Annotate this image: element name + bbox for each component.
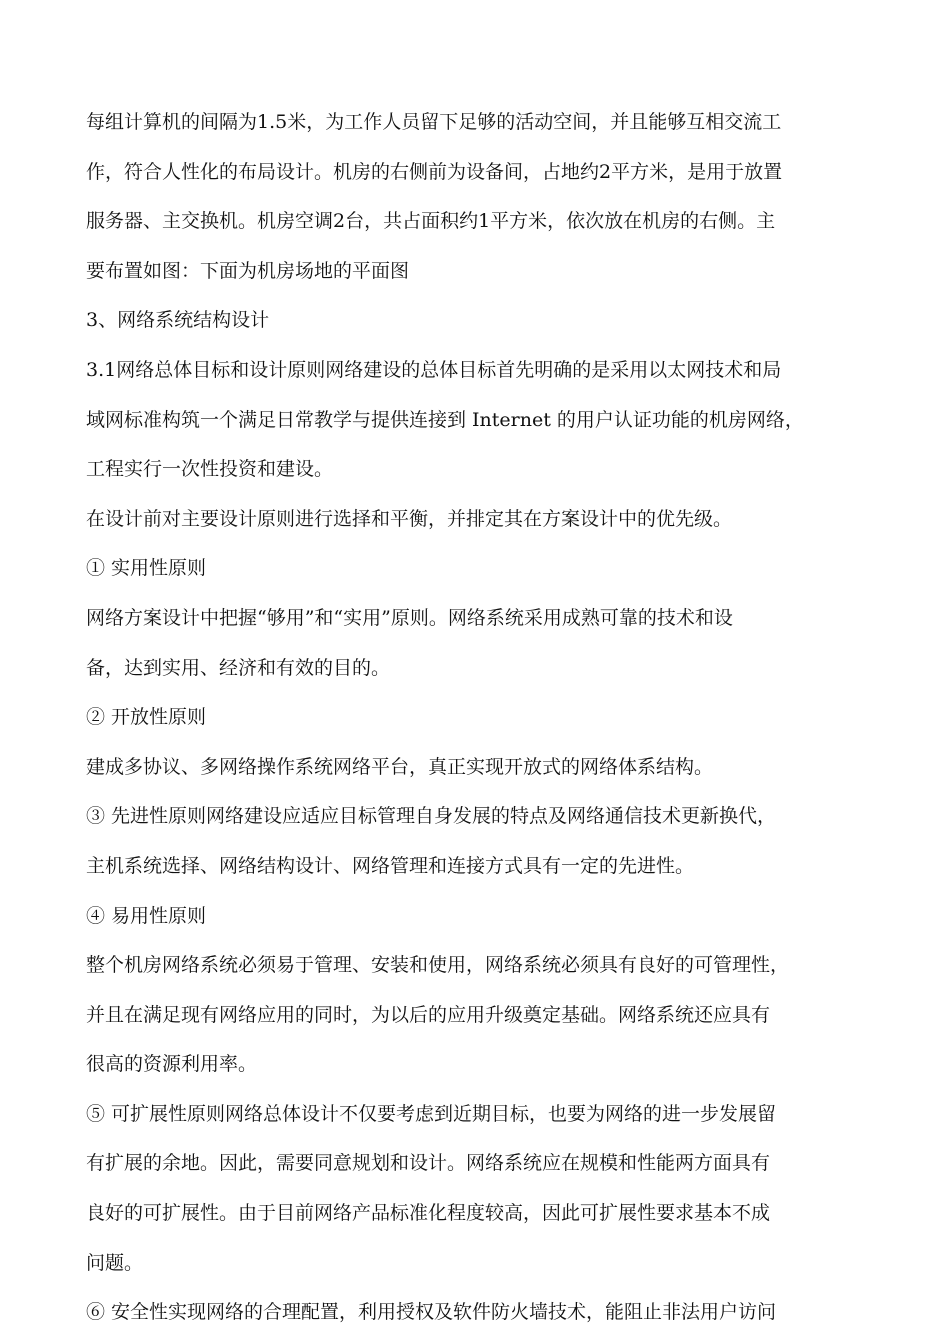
paragraph-advancement [86,792,886,891]
section-heading [86,296,886,346]
text-line: 工程实行一次性投资和建设。 [86,458,334,481]
text-line: 3、网络系统结构设计 [86,309,270,332]
text-line: 整个机房网络系统必须易于管理、安装和使用，网络系统必须具有良好的可管理性， [86,954,790,977]
principle-heading-openness [86,693,886,743]
text-line: ④ 易用性原则 [86,904,207,927]
text-line: ① 实用性原则 [86,557,207,580]
paragraph-usability [86,941,886,1090]
text-line: 在设计前对主要设计原则进行选择和平衡，并排定其在方案设计中的优先级。 [86,507,733,530]
text-line: ⑤ 可扩展性原则网络总体设计不仅要考虑到近期目标，也要为网络的进一步发展留 [86,1102,777,1125]
principle-heading-usability [86,892,886,942]
paragraph-room-layout [86,98,886,296]
text-line: 网络方案设计中把握“够用”和“实用”原则。网络系统采用成熟可靠的技术和设 [86,606,733,629]
paragraph-overall-goal [86,346,886,495]
paragraph-openness [86,743,886,793]
text-line: 域网标准构筑一个满足日常教学与提供连接到 Internet 的用户认证功能的机房网络， [86,408,804,431]
text-line: ② 开放性原则 [86,706,207,729]
text-line: 有扩展的余地。因此，需要同意规划和设计。网络系统应在规模和性能两方面具有 [86,1152,771,1175]
text-line: 备，达到实用、经济和有效的目的。 [86,656,391,679]
text-line: 3.1网络总体目标和设计原则网络建设的总体目标首先明确的是采用以太网技术和局 [86,358,782,381]
paragraph-scalability [86,1090,886,1288]
text-line: 很高的资源利用率。 [86,1053,258,1076]
paragraph-security [86,1288,886,1338]
text-line: ③ 先进性原则网络建设应适应目标管理自身发展的特点及网络通信技术更新换代， [86,805,777,828]
text-line: 要布置如图：下面为机房场地的平面图 [86,259,410,282]
text-line: 主机系统选择、网络结构设计、网络管理和连接方式具有一定的先进性。 [86,854,695,877]
principle-heading-practicality [86,544,886,594]
text-line: 服务器、主交换机。机房空调2台，共占面积约1平方米，依次放在机房的右侧。主 [86,210,776,233]
text-line: 并且在满足现有网络应用的同时，为以后的应用升级奠定基础。网络系统还应具有 [86,1003,771,1026]
text-line: 良好的可扩展性。由于目前网络产品标准化程度较高，因此可扩展性要求基本不成 [86,1202,771,1225]
text-line: ⑥ 安全性实现网络的合理配置，利用授权及软件防火墙技术，能阻止非法用户访问 [86,1301,777,1324]
text-line: 建成多协议、多网络操作系统网络平台，真正实现开放式的网络体系结构。 [86,755,714,778]
text-line: 每组计算机的间隔为1.5米，为工作人员留下足够的活动空间，并且能够互相交流工 [86,111,782,133]
paragraph-practicality [86,594,886,693]
document-page [86,98,886,1338]
text-line: 作，符合人性化的布局设计。机房的右侧前为设备间，占地约2平方米，是用于放置 [86,160,783,183]
text-line: 问题。 [86,1251,144,1274]
paragraph-design-priority [86,495,886,545]
